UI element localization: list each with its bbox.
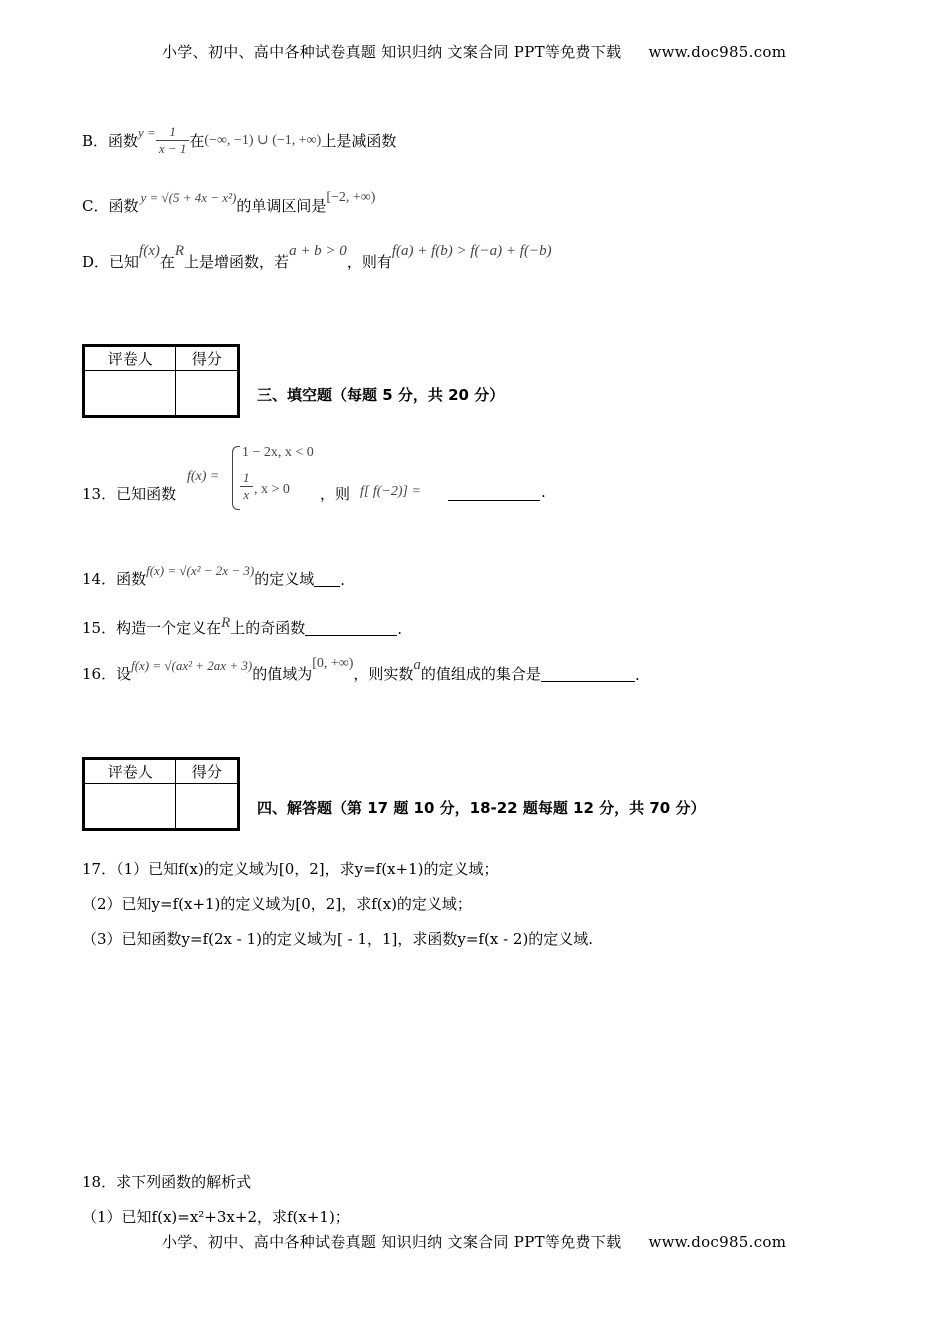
score-table-grader-header: 评卷人 (85, 760, 176, 784)
score-table-score-header: 得分 (176, 347, 238, 371)
q13-case2-frac (240, 470, 253, 503)
q16-range: [0, +∞) (312, 656, 354, 671)
footer-text: 小学、初中、高中各种试卷真题 知识归纳 文案合同 PPT等免费下载 (162, 1233, 622, 1251)
option-d-R: R (174, 243, 185, 259)
q13-case2-num: 1 (240, 470, 253, 487)
q16-end: . (634, 666, 640, 684)
section3-title: 三、填空题（每题 5 分，共 20 分） (257, 386, 505, 404)
option-b-frac-num: 1 (156, 124, 190, 141)
q14-func: f(x) = √(x² − 2x − 3) (146, 563, 255, 578)
score-table-score-cell (176, 784, 238, 829)
page-footer (162, 1231, 786, 1252)
q16-a: a (413, 657, 421, 673)
option-d-t2: 上是增函数，若 (184, 253, 290, 271)
q13-case2-den: x (243, 487, 250, 502)
q17-line1: 17．（1）已知f(x)的定义域为[0，2]，求y=f(x+1)的定义域； (82, 860, 499, 878)
q14-tail: 的定义域 (254, 570, 315, 588)
score-table-section3 (82, 344, 240, 418)
score-table-grader-header: 评卷人 (85, 347, 176, 371)
q14-label: 14．函数 (82, 570, 147, 588)
header-url: www.doc985.com (648, 43, 787, 61)
option-c-interval: [−2, +∞) (326, 190, 376, 205)
q18-line1: 18．求下列函数的解析式 (82, 1173, 252, 1191)
option-b-func: y = (138, 125, 156, 140)
q15-end: . (397, 620, 403, 638)
q13-label: 13．已知函数 (82, 485, 177, 503)
q16-func: f(x) = √(ax² + 2ax + 3) (131, 658, 253, 673)
q17-line3: （3）已知函数y=f(2x - 1)的定义域为[ - 1，1]，求函数y=f(x - 2)的定义域. (82, 930, 594, 948)
option-d-t1: 在 (159, 253, 175, 271)
q13-case1: 1 − 2x, x < 0 (242, 445, 314, 460)
score-table-grader-cell (85, 371, 176, 416)
option-b (82, 118, 396, 162)
q13-fx: f(x) = (187, 469, 220, 484)
score-table-section4 (82, 757, 240, 831)
q13-brace (232, 446, 240, 510)
option-b-interval: (−∞, −1) ∪ (−1, +∞) (204, 132, 322, 148)
option-c-label: C．函数 (82, 197, 139, 215)
score-table-grader-cell (85, 784, 176, 829)
q16-t2: ，则实数 (353, 665, 414, 683)
q15-R: R (221, 615, 231, 631)
q15-label: 15．构造一个定义在 (82, 619, 222, 637)
q13-then: ，则 (320, 485, 351, 503)
q13-expr: f[ f(−2)] = (360, 484, 421, 499)
score-table-score-header: 得分 (176, 760, 238, 784)
option-b-mid: 在 (189, 131, 205, 150)
q13 (82, 440, 642, 516)
option-b-frac-den: x − 1 (158, 140, 187, 156)
q13-case2-tail: , x > 0 (254, 482, 290, 497)
option-d-fx: f(x) (139, 243, 160, 259)
option-b-tail: 上是减函数 (321, 131, 397, 150)
option-b-label: B．函数 (82, 131, 139, 150)
q16-label: 16．设 (82, 665, 132, 683)
option-d-t3: ，则有 (346, 253, 392, 271)
q16 (82, 648, 640, 684)
option-b-fraction (156, 124, 190, 157)
q13-end: . (541, 483, 546, 501)
option-c-func: y = √(5 + 4x − x²) (140, 190, 237, 205)
q15-blank (305, 621, 397, 636)
section4-title: 四、解答题（第 17 题 10 分，18-22 题每题 12 分，共 70 分） (257, 799, 706, 817)
q14 (82, 553, 345, 589)
q14-end: . (340, 571, 345, 589)
q14-blank (314, 572, 340, 587)
option-d-result: f(a) + f(b) > f(−a) + f(−b) (391, 243, 552, 259)
q18-line2: （1）已知f(x)=x²+3x+2，求f(x+1)； (82, 1208, 350, 1226)
option-d (82, 236, 552, 272)
q17-line2: （2）已知y=f(x+1)的定义域为[0，2]，求f(x)的定义域； (82, 895, 472, 913)
q15-tail: 上的奇函数 (230, 619, 306, 637)
option-c-mid: 的单调区间是 (236, 197, 327, 215)
footer-url: www.doc985.com (648, 1233, 787, 1251)
q13-blank (448, 486, 540, 501)
page-header (162, 41, 786, 62)
option-c (82, 180, 375, 216)
option-d-cond: a + b > 0 (289, 243, 347, 259)
q16-blank (541, 667, 635, 682)
q15 (82, 610, 402, 638)
score-table-score-cell (176, 371, 238, 416)
q16-t3: 的值组成的集合是 (420, 665, 541, 683)
header-text: 小学、初中、高中各种试卷真题 知识归纳 文案合同 PPT等免费下载 (162, 43, 622, 61)
q16-t1: 的值域为 (252, 665, 313, 683)
option-d-label: D．已知 (82, 253, 140, 271)
